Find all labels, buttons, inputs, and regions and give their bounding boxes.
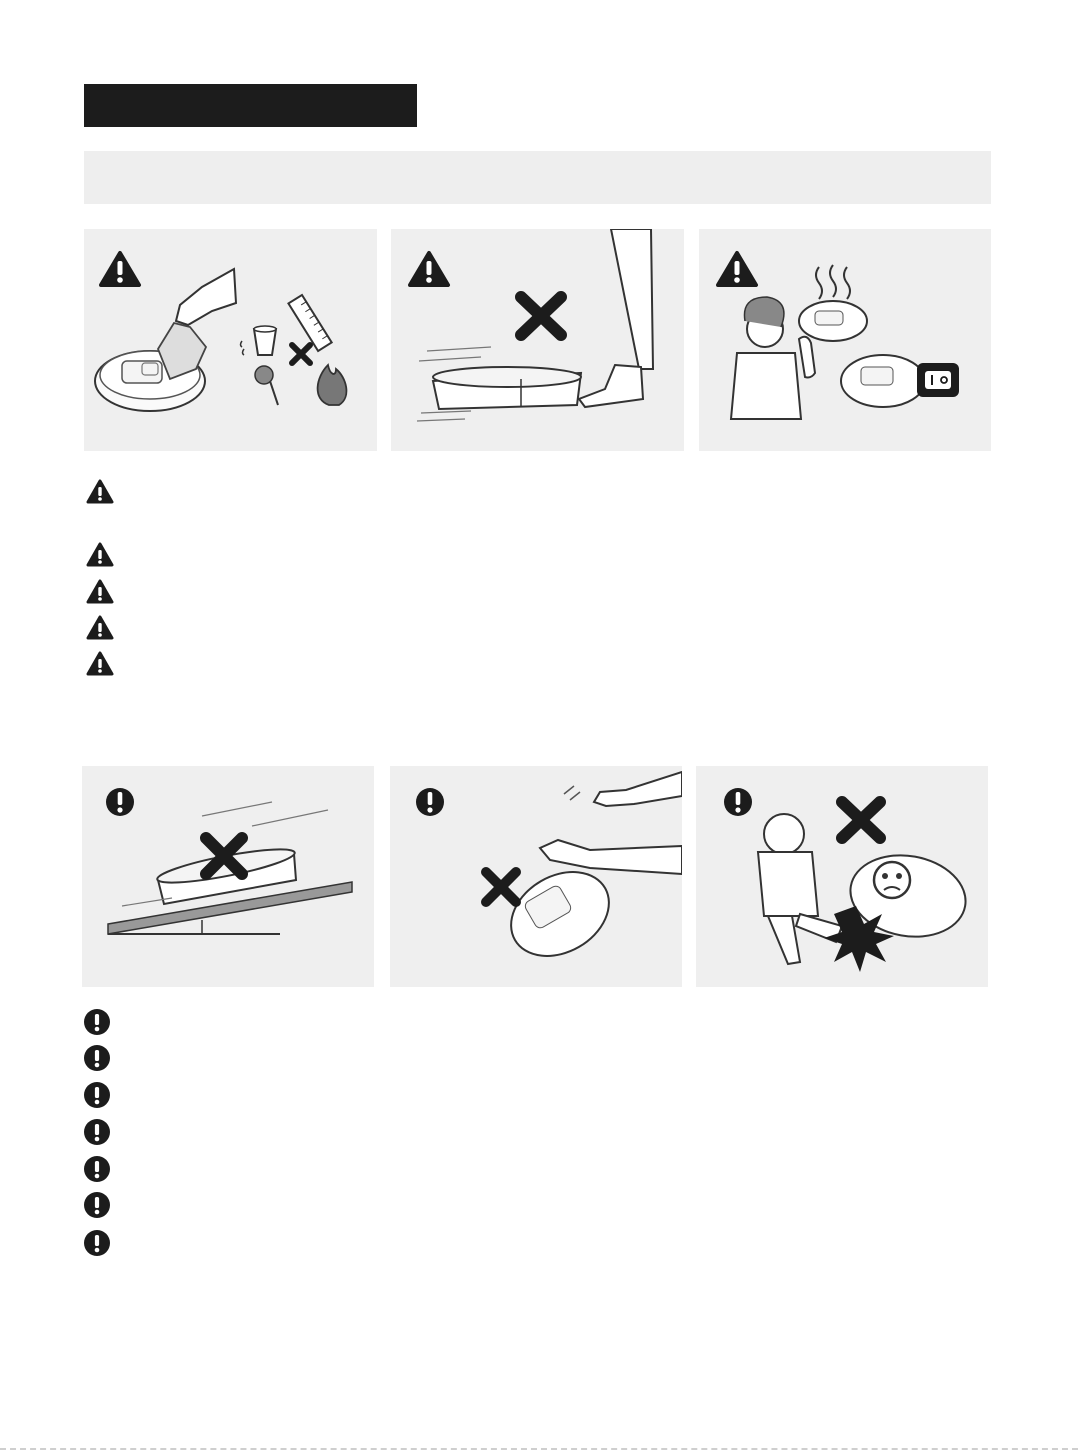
- warning-triangle-icon: [718, 253, 756, 285]
- exclamation-circle-icon: [83, 1008, 111, 1036]
- exclamation-circle-icon: [83, 1191, 111, 1219]
- exclamation-circle-icon: [416, 788, 444, 816]
- section-subheader-band: [84, 151, 991, 204]
- exclamation-circle-icon: [83, 1155, 111, 1183]
- leg-image: [579, 229, 653, 407]
- page-bottom-rule: [0, 1448, 1078, 1450]
- exclamation-circle-icon: [83, 1081, 111, 1109]
- illustration-robot-objects: [84, 229, 377, 451]
- caution-illustration-throwing: [390, 766, 682, 987]
- warning-triangle-icon: [86, 650, 114, 678]
- pushpin-image: [255, 366, 278, 405]
- cross-mark-icon: [486, 872, 516, 902]
- warning-illustration-pick-up-objects: [84, 229, 377, 451]
- warning-triangle-icon: [410, 253, 448, 285]
- cross-mark-icon: [292, 345, 310, 363]
- section-header-bar: [84, 84, 417, 127]
- exclamation-circle-icon: [83, 1229, 111, 1257]
- fire-image: [318, 365, 347, 405]
- warning-triangle-icon: [101, 253, 139, 285]
- robot-cleaner-image: [799, 301, 925, 407]
- warning-triangle-icon: [86, 478, 114, 506]
- caution-illustration-slope: [82, 766, 374, 987]
- cross-mark-icon: [521, 297, 561, 335]
- smoke-lines-image: [816, 265, 850, 299]
- exclamation-circle-icon: [724, 788, 752, 816]
- sad-face-icon: [874, 862, 910, 898]
- warning-triangle-icon: [86, 614, 114, 642]
- warning-triangle-icon: [86, 578, 114, 606]
- exclamation-circle-icon: [106, 788, 134, 816]
- robot-cleaner-side-image: [433, 367, 581, 409]
- warning-triangle-icon: [86, 541, 114, 569]
- warning-illustration-keep-feet-away: [391, 229, 684, 451]
- cup-image: [241, 326, 277, 355]
- child-kicking-image: [758, 814, 842, 964]
- exclamation-circle-icon: [83, 1118, 111, 1146]
- arm-image: [540, 772, 682, 874]
- warning-illustration-smoke-turn-off: [699, 229, 991, 451]
- caution-illustration-kicking: [696, 766, 988, 987]
- exclamation-circle-icon: [83, 1044, 111, 1072]
- hand-image: [158, 269, 236, 379]
- power-switch-icon: [917, 363, 959, 397]
- cross-mark-icon: [842, 802, 880, 838]
